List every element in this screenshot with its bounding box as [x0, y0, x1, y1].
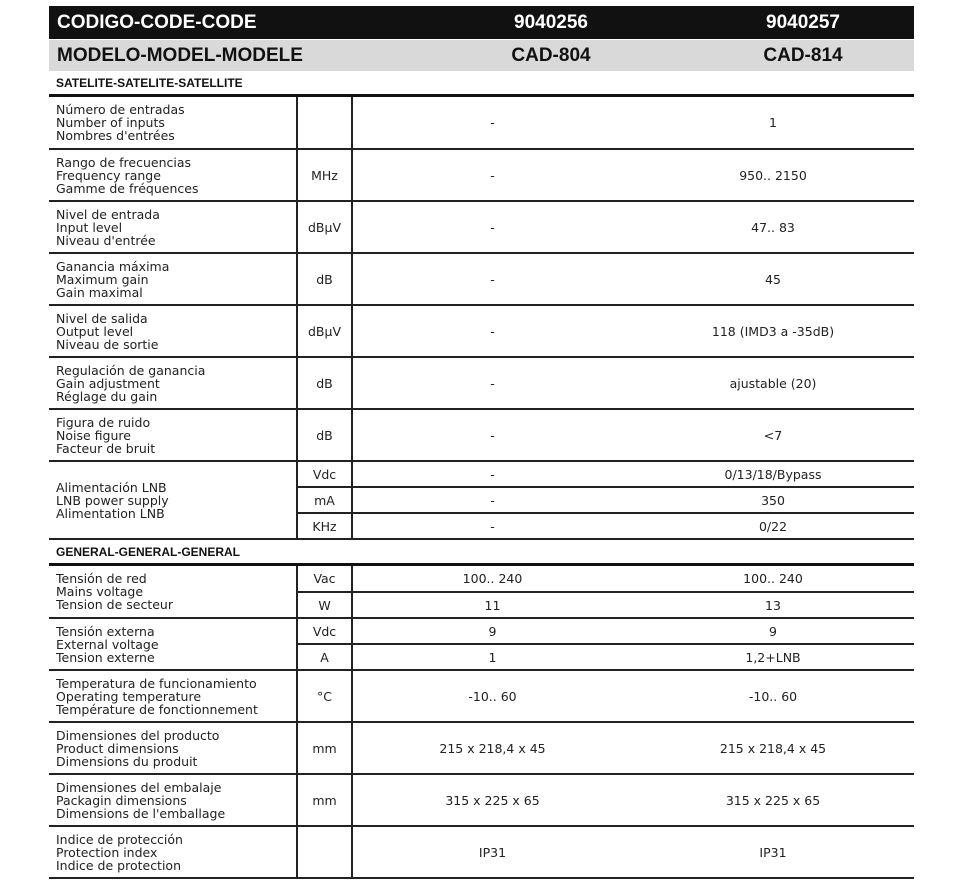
spec-row [49, 305, 914, 357]
spec-label-en: Product dimensions [56, 740, 179, 756]
spec-label-fr: Niveau d'entrée [56, 232, 156, 248]
value-cad814: 215 x 218,4 x 45 [632, 722, 914, 774]
value-cad804: 100.. 240 [352, 566, 632, 592]
spec-row [49, 97, 914, 149]
spec-label-es: Número de entradas [56, 102, 185, 117]
spec-label-en: LNB power supply [56, 492, 169, 508]
spec-unit: dB [297, 357, 352, 409]
general-table [49, 566, 914, 879]
value-cad804: - [352, 253, 632, 305]
spec-label-en: Maximum gain [56, 271, 149, 287]
spec-label-es: Rango de frecuencias [56, 154, 192, 170]
spec-unit: Vdc [297, 618, 352, 644]
value-cad804: 215 x 218,4 x 45 [352, 722, 632, 774]
value-cad814: 1,2+LNB [632, 644, 914, 670]
value-cad804: -10.. 60 [352, 670, 632, 722]
spec-description [49, 201, 297, 253]
spec-label-es: Ganancia máxima [56, 258, 170, 274]
spec-subrow [49, 566, 914, 592]
value-cad804: - [352, 487, 632, 513]
spec-unit: mm [297, 774, 352, 826]
spec-row [49, 253, 914, 305]
section-title-general: GENERAL-GENERAL-GENERAL [49, 540, 914, 566]
value-cad814: 315 x 225 x 65 [632, 774, 914, 826]
spec-row [49, 149, 914, 201]
spec-label-es: Dimensiones del embalaje [56, 779, 222, 795]
model-cad804: CAD-804 [511, 44, 591, 66]
spec-unit: mA [297, 487, 352, 513]
model-header-row [49, 40, 914, 71]
spec-sheet [49, 6, 914, 879]
spec-label-es: Alimentación LNB [56, 479, 167, 495]
spec-unit: mm [297, 722, 352, 774]
value-cad804: 9 [352, 618, 632, 644]
spec-label-fr: Dimensions du produit [56, 753, 198, 769]
spec-label-en: Operating temperature [56, 688, 202, 704]
spec-description [49, 409, 297, 461]
spec-label-es: Temperatura de funcionamiento [56, 675, 257, 691]
spec-description [49, 826, 297, 878]
value-cad804: - [352, 513, 632, 539]
value-cad814: 118 (IMD3 a -35dB) [632, 305, 914, 357]
value-cad814: 950.. 2150 [632, 149, 914, 201]
value-cad814: 9 [632, 618, 914, 644]
spec-label-fr: Tension externe [56, 649, 155, 665]
spec-label-fr: Alimentation LNB [56, 505, 165, 521]
spec-label-es: Indice de protección [56, 831, 183, 847]
spec-unit: MHz [297, 149, 352, 201]
spec-label-es: Tensión de red [56, 571, 147, 586]
model-label: MODELO-MODEL-MODELE [57, 44, 303, 66]
spec-unit: dBµV [297, 201, 352, 253]
code-header-row [49, 6, 914, 39]
spec-label-es: Figura de ruido [56, 414, 151, 430]
spec-unit: A [297, 644, 352, 670]
spec-label-en: External voltage [56, 636, 159, 652]
value-cad804: - [352, 305, 632, 357]
spec-description [49, 149, 297, 201]
value-cad804: - [352, 97, 632, 149]
spec-description [49, 670, 297, 722]
code-label: CODIGO-CODE-CODE [57, 11, 257, 33]
spec-label-fr: Gamme de fréquences [56, 180, 199, 196]
spec-unit [297, 826, 352, 878]
spec-description [49, 305, 297, 357]
spec-unit: KHz [297, 513, 352, 539]
spec-label-es: Nivel de entrada [56, 206, 160, 222]
code-cad804: 9040256 [514, 11, 588, 33]
spec-unit: dBµV [297, 305, 352, 357]
value-cad804: - [352, 149, 632, 201]
spec-row [49, 774, 914, 826]
value-cad814: ajustable (20) [632, 357, 914, 409]
spec-label-fr: Indice de protection [56, 857, 182, 873]
model-cad814: CAD-814 [763, 44, 843, 66]
value-cad814: IP31 [632, 826, 914, 878]
spec-label-en: Packagin dimensions [56, 792, 187, 808]
spec-row [49, 357, 914, 409]
value-cad814: 47.. 83 [632, 201, 914, 253]
spec-label-es: Tensión externa [56, 623, 155, 639]
value-cad814: 350 [632, 487, 914, 513]
spec-unit: dB [297, 253, 352, 305]
spec-label-en: Mains voltage [56, 584, 144, 599]
spec-label-en: Number of inputs [56, 115, 165, 130]
satellite-table [49, 97, 914, 540]
spec-unit: Vdc [297, 461, 352, 487]
spec-unit: °C [297, 670, 352, 722]
spec-label-en: Output level [56, 323, 134, 339]
section-title-satellite: SATELITE-SATELITE-SATELLITE [49, 71, 914, 97]
spec-label-en: Frequency range [56, 167, 161, 183]
value-cad814: 1 [632, 97, 914, 149]
spec-description [49, 566, 297, 618]
value-cad804: IP31 [352, 826, 632, 878]
spec-unit: Vac [297, 566, 352, 592]
spec-row [49, 201, 914, 253]
spec-unit [297, 97, 352, 149]
spec-description [49, 618, 297, 670]
spec-label-es: Regulación de ganancia [56, 362, 206, 378]
value-cad814: 45 [632, 253, 914, 305]
spec-label-es: Nivel de salida [56, 310, 148, 326]
spec-description [49, 97, 297, 149]
spec-description [49, 253, 297, 305]
value-cad804: 11 [352, 592, 632, 618]
value-cad814: -10.. 60 [632, 670, 914, 722]
spec-label-es: Dimensiones del producto [56, 727, 220, 743]
value-cad804: - [352, 461, 632, 487]
spec-label-en: Noise figure [56, 427, 131, 443]
spec-row [49, 670, 914, 722]
code-cad814: 9040257 [766, 11, 840, 33]
spec-description [49, 357, 297, 409]
value-cad804: - [352, 357, 632, 409]
value-cad814: <7 [632, 409, 914, 461]
value-cad814: 0/22 [632, 513, 914, 539]
spec-label-fr: Réglage du gain [56, 388, 158, 404]
spec-row [49, 722, 914, 774]
value-cad814: 100.. 240 [632, 566, 914, 592]
spec-label-fr: Gain maximal [56, 284, 143, 300]
spec-subrow [49, 618, 914, 644]
spec-row [49, 826, 914, 878]
spec-label-fr: Facteur de bruit [56, 440, 156, 456]
spec-label-fr: Tension de secteur [56, 597, 173, 612]
spec-unit: dB [297, 409, 352, 461]
spec-label-fr: Nombres d'entrées [56, 128, 175, 143]
spec-description [49, 461, 297, 539]
spec-row [49, 409, 914, 461]
spec-label-en: Gain adjustment [56, 375, 160, 391]
value-cad804: - [352, 409, 632, 461]
spec-subrow [49, 461, 914, 487]
value-cad804: - [352, 201, 632, 253]
spec-label-en: Input level [56, 219, 123, 235]
spec-label-fr: Niveau de sortie [56, 336, 159, 352]
value-cad814: 13 [632, 592, 914, 618]
spec-label-fr: Dimensions de l'emballage [56, 805, 226, 821]
spec-description [49, 774, 297, 826]
spec-label-fr: Température de fonctionnement [56, 701, 258, 717]
spec-unit: W [297, 592, 352, 618]
value-cad804: 1 [352, 644, 632, 670]
spec-description [49, 722, 297, 774]
value-cad814: 0/13/18/Bypass [632, 461, 914, 487]
value-cad804: 315 x 225 x 65 [352, 774, 632, 826]
spec-label-en: Protection index [56, 844, 158, 860]
